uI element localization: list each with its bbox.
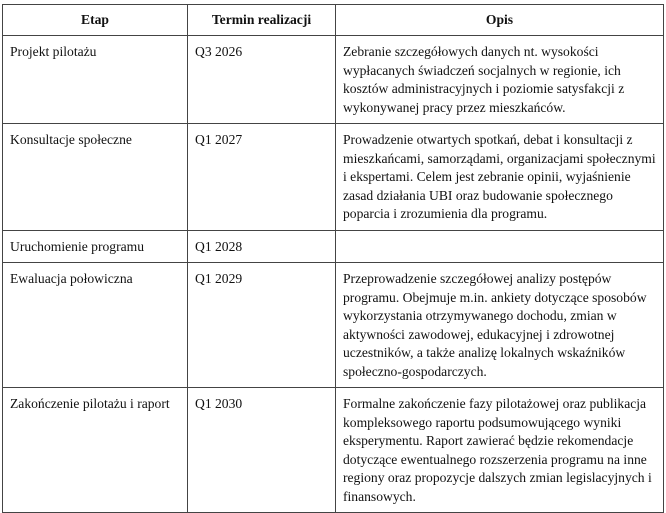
stage-text: Konsultacje społeczne (10, 132, 132, 147)
table-row (3, 263, 664, 388)
description-cell (336, 263, 664, 388)
description-text (336, 231, 663, 244)
header-deadline: Termin realizacji (188, 5, 336, 36)
stage-cell (3, 388, 188, 513)
description-text: Formalne zakończenie fazy pilotażowej oraz publikacja kompleksowego raportu podsumowującego wyniki eksperymentu. Raport zawierać będzie rekomendacje dotyczące ewentualnego rozszerzenia programu na inne regiony oraz propozycje dalszych zmian legislacyjnych i finansowych. (343, 396, 652, 504)
deadline-cell (188, 263, 336, 388)
stage-text: Uruchomienie programu (10, 238, 145, 254)
stage-cell (3, 124, 188, 231)
description-cell (336, 388, 664, 513)
deadline-text: Q1 2029 (195, 271, 243, 286)
deadline-cell (188, 36, 336, 124)
deadline-text: Q3 2026 (195, 44, 243, 59)
stage-cell (3, 36, 188, 124)
table-row (3, 230, 664, 263)
description-text: Przeprowadzenie szczegółowej analizy postępów programu. Obejmuje m.in. ankiety dotyczące sposobów wykorzystania otrzymywanego dochodu, zmian w aktywności zawodowej, edukacyjnej i zdrowotnej uczestników, a także analizę lokalnych wskaźników społeczno-gospodarczych. (343, 271, 647, 379)
stage-cell (3, 263, 188, 388)
table-row (3, 388, 664, 513)
deadline-text: Q1 2027 (195, 132, 243, 147)
stage-text: Ewaluacja połowiczna (10, 271, 133, 286)
stage-cell (3, 230, 188, 263)
deadline-cell (188, 388, 336, 513)
table-row (3, 36, 664, 124)
description-cell (336, 124, 664, 231)
header-description: Opis (336, 5, 664, 36)
table-header-row (3, 5, 664, 36)
description-cell (336, 230, 664, 263)
description-text: Zebranie szczegółowych danych nt. wysokości wypłacanych świadczeń socjalnych w regionie, ich kosztów administracyjnych i poziomie satysfakcji z wykonywanej pracy przez mieszkańców. (343, 44, 625, 115)
stage-text: Zakończenie pilotażu i raport (10, 396, 170, 411)
deadline-text: Q1 2030 (195, 396, 243, 411)
deadline-cell (188, 230, 336, 263)
description-text: Prowadzenie otwartych spotkań, debat i konsultacji z mieszkańcami, samorządami, organizacjami społecznymi i ekspertami. Celem jest zebranie opinii, wyjaśnienie zasad działania UBI oraz budowanie społecznego poparcia i zrozumienia dla programu. (343, 132, 656, 221)
deadline-cell (188, 124, 336, 231)
schedule-table (2, 4, 664, 513)
description-cell (336, 36, 664, 124)
deadline-text: Q1 2028 (195, 238, 243, 254)
header-stage: Etap (3, 5, 188, 36)
stage-text: Projekt pilotażu (10, 44, 97, 59)
table-row (3, 124, 664, 231)
